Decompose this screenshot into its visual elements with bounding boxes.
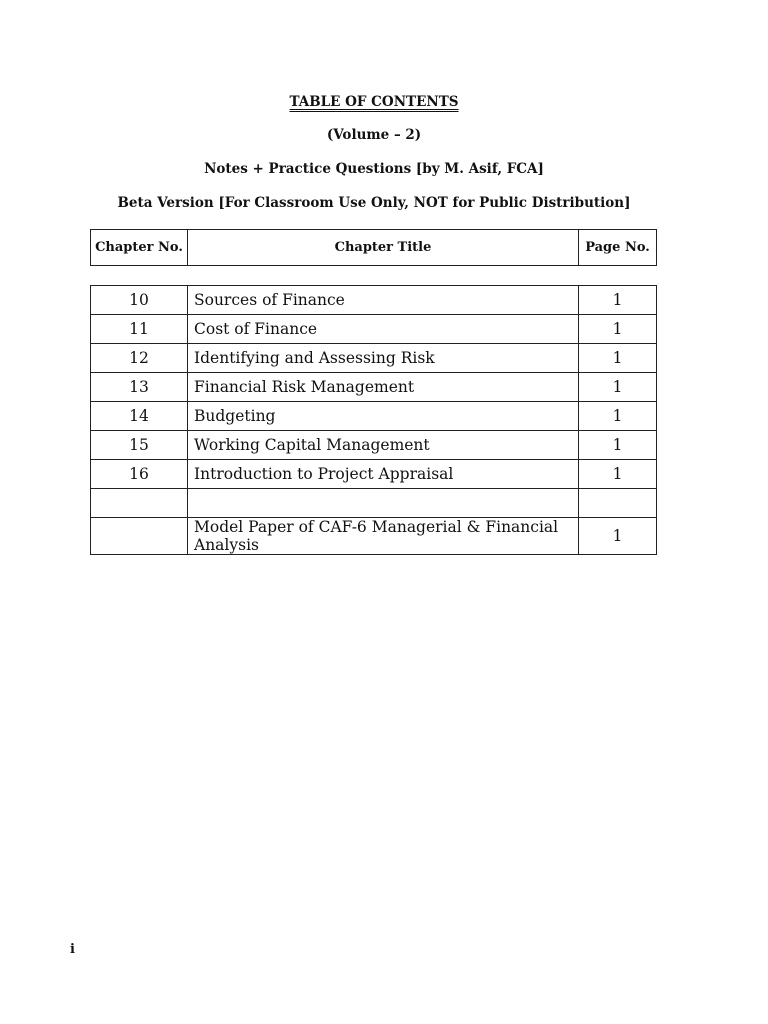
- chapter-title-cell: Budgeting: [188, 402, 579, 431]
- header-row: [91, 230, 657, 266]
- page-no-cell: 1: [579, 460, 657, 489]
- chapter-title-cell: [188, 489, 579, 518]
- page-number: i: [70, 942, 75, 957]
- chapter-no-cell: 16: [91, 460, 188, 489]
- chapter-no-cell: [91, 489, 188, 518]
- chapter-no-cell: 12: [91, 344, 188, 373]
- page-no-cell: [579, 489, 657, 518]
- page-no-cell: 1: [579, 431, 657, 460]
- toc-title: TABLE OF CONTENTS: [289, 94, 459, 110]
- toc-table: [90, 285, 657, 555]
- table-row: [91, 315, 657, 344]
- table-row: [91, 460, 657, 489]
- chapter-title-cell: Financial Risk Management: [188, 373, 579, 402]
- chapter-title-cell: Working Capital Management: [188, 431, 579, 460]
- chapter-no-cell: [91, 518, 188, 555]
- page-no-cell: 1: [579, 286, 657, 315]
- chapter-no-cell: 13: [91, 373, 188, 402]
- table-row: [91, 344, 657, 373]
- chapter-title-cell: Cost of Finance: [188, 315, 579, 344]
- chapter-title-cell: Sources of Finance: [188, 286, 579, 315]
- chapter-title-cell: Introduction to Project Appraisal: [188, 460, 579, 489]
- chapter-title-cell: Model Paper of CAF-6 Managerial & Financial Analysis: [188, 518, 579, 555]
- chapter-no-header: Chapter No.: [91, 230, 188, 266]
- table-row: [91, 402, 657, 431]
- chapter-no-cell: 10: [91, 286, 188, 315]
- page-no-cell: 1: [579, 315, 657, 344]
- table-row: [91, 489, 657, 518]
- page-no-cell: 1: [579, 402, 657, 431]
- beta-notice: Beta Version [For Classroom Use Only, NOT for Public Distribution]: [117, 195, 631, 211]
- chapter-no-cell: 14: [91, 402, 188, 431]
- page-no-cell: 1: [579, 518, 657, 555]
- table-row: [91, 373, 657, 402]
- chapter-title-header: Chapter Title: [188, 230, 579, 266]
- table-row: [91, 286, 657, 315]
- chapter-no-cell: 15: [91, 431, 188, 460]
- page-no-cell: 1: [579, 373, 657, 402]
- chapter-no-cell: 11: [91, 315, 188, 344]
- page-no-cell: 1: [579, 344, 657, 373]
- table-row: [91, 431, 657, 460]
- volume-label: (Volume – 2): [326, 127, 422, 143]
- page-no-header: Page No.: [579, 230, 657, 266]
- table-row: [91, 518, 657, 555]
- toc-header-table: [90, 229, 657, 266]
- notes-subtitle: Notes + Practice Questions [by M. Asif, FCA]: [204, 161, 544, 177]
- chapter-title-cell: Identifying and Assessing Risk: [188, 344, 579, 373]
